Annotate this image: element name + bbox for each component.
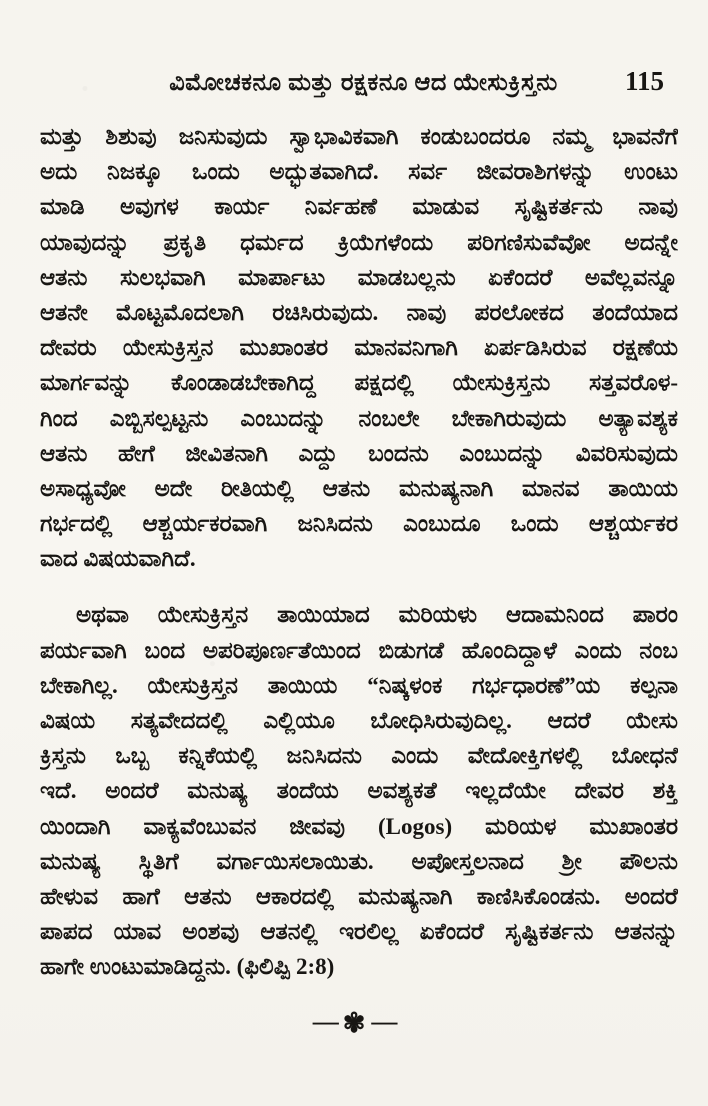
- ornament-dash-right: —: [371, 1007, 396, 1036]
- text-line: ಗಿಂದ ಎಬ್ಬಿಸಲ್ಪಟ್ಟನು ಎಂಬುದನ್ನು ನಂಬಲೇ ಬೇಕಾಗಿರುವುದು ಅತ್ಯಾವಶ್ಯಕ: [40, 405, 678, 431]
- text-line: ಇದೆ. ಅಂದರೆ ಮನುಷ್ಯ ತಂದೆಯ ಅವಶ್ಯಕತೆ ಇಲ್ಲದೆಯೇ ದೇವರ ಶಕ್ತಿ: [40, 778, 678, 804]
- text-line: ಹೇಳುವ ಹಾಗೆ ಆತನು ಆಕಾರದಲ್ಲಿ ಮನುಷ್ಯನಾಗಿ ಕಾಣಿಸಿಕೊಂಡನು. ಅಂದರೆ: [40, 883, 678, 909]
- text-line: ಕ್ರಿಸ್ತನು ಒಬ್ಬ ಕನ್ನಿಕೆಯಲ್ಲಿ ಜನಿಸಿದನು ಎಂದು ವೇದೋಕ್ತಿಗಳಲ್ಲಿ ಬೋಧನೆ: [40, 743, 678, 769]
- text-line: ಮಾರ್ಗವನ್ನು ಕೊಂಡಾಡಬೇಕಾಗಿದ್ದ ಪಕ್ಷದಲ್ಲಿ ಯೇಸುಕ್ರಿಸ್ತನು ಸತ್ತವರೊಳ-: [40, 370, 678, 396]
- text-line: ದೇವರು ಯೇಸುಕ್ರಿಸ್ತನ ಮುಖಾಂತರ ಮಾನವನಿಗಾಗಿ ಏರ್ಪಡಿಸಿರುವ ರಕ್ಷಣೆಯ: [40, 335, 678, 361]
- text-line: ಮನುಷ್ಯ ಸ್ಥಿತಿಗೆ ವರ್ಗಾಯಿಸಲಾಯಿತು. ಅಪೋಸ್ತಲನಾದ ಶ್ರೀ ಪೌಲನು: [40, 848, 678, 874]
- text-line: ಯಿಂದಾಗಿ ವಾಕ್ಯವೆಂಬುವನ ಜೀವವು (Logos) ಮರಿಯಳ ಮುಖಾಂತರ: [40, 813, 678, 839]
- text-line: ವಾದ ವಿಷಯವಾಗಿದೆ.: [40, 546, 196, 572]
- running-title: ವಿಮೋಚಕನೂ ಮತ್ತು ರಕ್ಷಕನೂ ಆದ ಯೇಸುಕ್ರಿಸ್ತನು: [169, 70, 558, 96]
- page-header: [0, 0, 708, 97]
- text-line: ಮತ್ತು ಶಿಶುವು ಜನಿಸುವುದು ಸ್ವಾಭಾವಿಕವಾಗಿ ಕಂಡುಬಂದರೂ ನಮ್ಮ ಭಾವನೆಗೆ: [40, 124, 678, 149]
- paragraph-2: [40, 597, 678, 984]
- text-line: ಗರ್ಭದಲ್ಲಿ ಆಶ್ಚರ್ಯಕರವಾಗಿ ಜನಿಸಿದನು ಎಂಬುದೂ ಒಂದು ಆಶ್ಚರ್ಯಕರ: [40, 511, 678, 537]
- text-line: ಪರ್ಯವಾಗಿ ಬಂದ ಅಪರಿಪೂರ್ಣತೆಯಿಂದ ಬಿಡುಗಡೆ ಹೊಂದಿದ್ದಾಳೆ ಎಂದು ನಂಬ: [40, 637, 678, 663]
- text-line: ಆತನೇ ಮೊಟ್ಟಮೊದಲಾಗಿ ರಚಿಸಿರುವುದು. ನಾವು ಪರಲೋಕದ ತಂದೆಯಾದ: [40, 299, 678, 325]
- text-line: ಪಾಪದ ಯಾವ ಅಂಶವು ಆತನಲ್ಲಿ ಇರಲಿಲ್ಲ ಏಕೆಂದರೆ ಸೃಷ್ಟಿಕರ್ತನು ಆತನನ್ನು: [40, 919, 678, 945]
- paragraph-1: [40, 119, 678, 576]
- text-line: ಅದು ನಿಜಕ್ಕೂ ಒಂದು ಅದ್ಭುತವಾಗಿದೆ. ಸರ್ವ ಜೀವರಾಶಿಗಳನ್ನು ಉಂಟು: [40, 159, 678, 185]
- page-body: [0, 97, 708, 985]
- text-line: ಬೇಕಾಗಿಲ್ಲ. ಯೇಸುಕ್ರಿಸ್ತನ ತಾಯಿಯ “ನಿಷ್ಕಳಂಕ ಗರ್ಭಧಾರಣೆ”ಯ ಕಲ್ಪನಾ: [40, 672, 678, 698]
- text-line: ವಿಷಯ ಸತ್ಯವೇದದಲ್ಲಿ ಎಲ್ಲಿಯೂ ಬೋಧಿಸಿರುವುದಿಲ್ಲ. ಆದರೆ ಯೇಸು: [40, 708, 678, 733]
- chapter-end-ornament: [0, 1009, 708, 1036]
- flower-ornament-icon: ✾: [342, 1007, 366, 1038]
- text-line: ಆತನು ಹೇಗೆ ಜೀವಿತನಾಗಿ ಎದ್ದು ಬಂದನು ಎಂಬುದನ್ನು ವಿವರಿಸುವುದು: [40, 440, 678, 466]
- text-line: ಮಾಡಿ ಅವುಗಳ ಕಾರ್ಯ ನಿರ್ವಹಣೆ ಮಾಡುವ ಸೃಷ್ಟಿಕರ್ತನು ನಾವು: [40, 194, 678, 220]
- ornament-dash-left: —: [312, 1007, 337, 1036]
- text-line: ಹಾಗೇ ಉಂಟುಮಾಡಿದ್ದನು. (ಫಿಲಿಪ್ಪಿ 2:8): [40, 954, 335, 980]
- text-line: ಯಾವುದನ್ನು ಪ್ರಕೃತಿ ಧರ್ಮದ ಕ್ರಿಯೆಗಳೆಂದು ಪರಿಗಣಿಸುವೆವೋ ಅದನ್ನೇ: [40, 229, 678, 255]
- text-line: ಆತನು ಸುಲಭವಾಗಿ ಮಾರ್ಪಾಟು ಮಾಡಬಲ್ಲನು ಏಕೆಂದರೆ ಅವೆಲ್ಲವನ್ನೂ: [40, 264, 678, 290]
- page-number: 115: [624, 66, 664, 96]
- text-line: ಅಥವಾ ಯೇಸುಕ್ರಿಸ್ತನ ತಾಯಿಯಾದ ಮರಿಯಳು ಆದಾಮನಿಂದ ಪಾರಂ: [76, 602, 678, 628]
- text-line: ಅಸಾಧ್ಯವೋ ಅದೇ ರೀತಿಯಲ್ಲಿ ಆತನು ಮನುಷ್ಯನಾಗಿ ಮಾನವ ತಾಯಿಯ: [40, 475, 678, 501]
